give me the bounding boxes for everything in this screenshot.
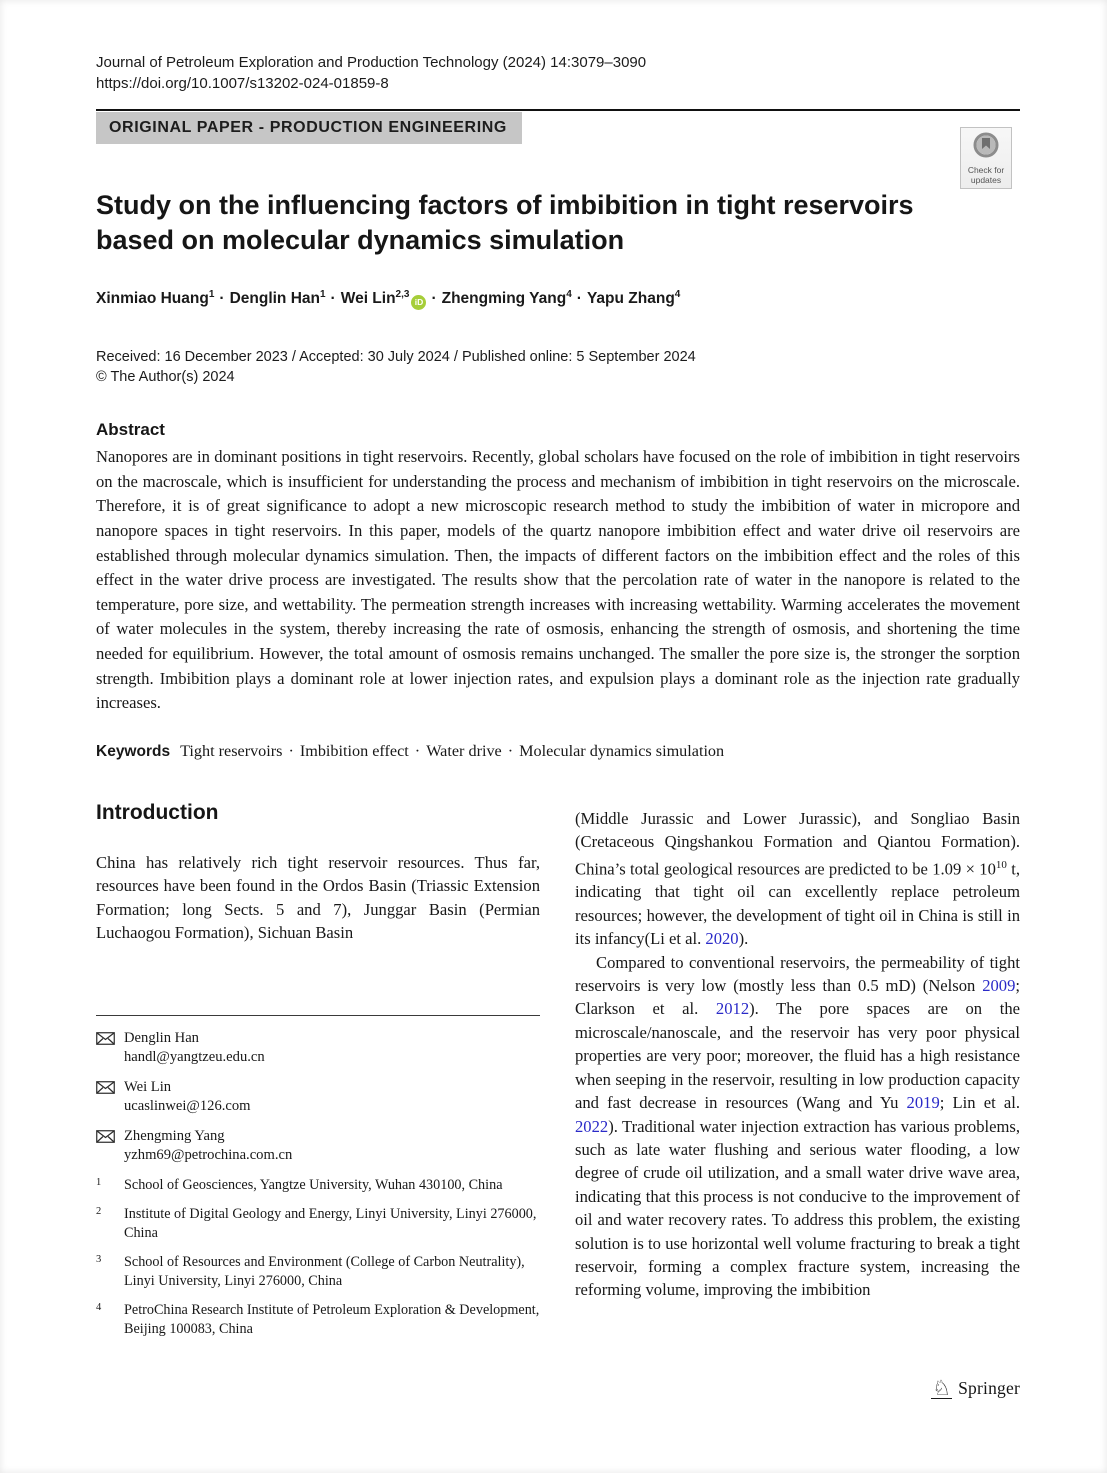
citation-link[interactable]: 2019	[906, 1093, 940, 1113]
left-column	[96, 801, 540, 1349]
affiliation-text: Institute of Digital Geology and Energy, Linyi University, Linyi 276000, China	[124, 1205, 537, 1241]
author-name: Yapu Zhang	[586, 290, 675, 308]
correspondence-entry	[96, 1029, 540, 1067]
author-name: Denglin Han	[229, 290, 320, 308]
author-separator: ·	[576, 290, 582, 308]
publication-dates	[96, 347, 1020, 387]
right-column	[575, 801, 1020, 1349]
affiliation-number: 3	[96, 1253, 102, 1265]
footnote-block	[96, 1015, 540, 1349]
orcid-icon[interactable]: iD	[411, 295, 426, 310]
check-for-updates-label-1: Check for	[967, 164, 1005, 175]
two-column-body	[96, 801, 1020, 1349]
keywords-label: Keywords	[96, 742, 171, 760]
journal-citation-line: Journal of Petroleum Exploration and Production Technology (2024) 14:3079–3090	[96, 54, 647, 71]
affiliation-number: 4	[96, 1301, 102, 1313]
author-separator: ·	[219, 290, 225, 308]
author-name: Wei Lin	[340, 290, 396, 308]
author-name: Xinmiao Huang	[96, 290, 209, 308]
abstract-text: Nanopores are in dominant positions in tight reservoirs. Recently, global scholars have focused on the role of imbibition in tight reservoirs on the macroscale, which is insufficient for understanding the process and mechanism of imbibition in tight reservoirs on the microscale. Therefore, it is of great significance to adopt a new microscopic research method to study the imbibition of water in micropore and nanopore spaces in tight reservoirs. In this paper, models of the quartz nanopore imbibition effect and water drive oil reservoirs are established through molecular dynamics simulation. Then, the impacts of different factors on the imbibition effect and the roles of this effect in the water drive process are investigated. The results show that the percolation rate of water in the nanopore is related to the temperature, pore size, and wettability. The permeation strength increases with increasing wettability. Warming accelerates the movement of water molecules in the system, thereby increasing the rate of osmosis, enhancing the strength of osmosis, and shortening the time needed for equilibrium. However, the total amount of osmosis remains unchanged. The smaller the pore size is, the stronger the sorption strength. Imbibition plays a dominant role at lower injection rates, and expulsion plays a dominant role as the injection rate gradually increases.	[96, 447, 1020, 713]
journal-header	[96, 52, 1020, 94]
check-for-updates-icon	[973, 132, 999, 163]
author-list: Xinmiao Huang$^1$ · Denglin Han$^1$ · Wei Lin$^{2,3}$iD · Zhengming Yang$^4$ · Yapu Zhang$^4$	[96, 289, 1020, 310]
affiliation-text: School of Geosciences, Yangtze University, Wuhan 430100, China	[124, 1176, 503, 1193]
keywords-line: Keywords Tight reservoirs · Imbibition effect · Water drive · Molecular dynamics simulation	[96, 741, 725, 760]
affiliation-entry	[96, 1205, 540, 1243]
affiliation-text: School of Resources and Environment (College of Carbon Neutrality), Linyi University, Linyi 276000, China	[124, 1253, 525, 1289]
article-type-banner: ORIGINAL PAPER - PRODUCTION ENGINEERING	[96, 112, 522, 144]
correspondence-entry	[96, 1078, 540, 1116]
affiliation-entry	[96, 1253, 540, 1291]
check-for-updates-label-2: updates	[970, 174, 1002, 185]
abstract-heading: Abstract	[96, 420, 165, 440]
correspondence-entry	[96, 1127, 540, 1165]
introduction-paragraph-right-1: (Middle Jurassic and Lower Jurassic), and Songliao Basin (Cretaceous Qingshankou Formation and Qiantou Formation). China’s total geological resources are predicted to be $1.09 \times 10^{10}$ t, indicating that tight oil can excellently replace petroleum resources; however, the development of tight oil in China is still in its infancy(Li et al. 2020).	[575, 808, 1020, 949]
corresponding-author-name: Denglin Han	[124, 1029, 199, 1046]
paper-title: Study on the influencing factors of imbibition in tight reservoirs based on molecular dynamics simulation	[96, 190, 914, 255]
citation-link[interactable]: 2009	[982, 976, 1016, 996]
footnote-divider	[96, 1015, 540, 1016]
author-separator: ·	[330, 290, 336, 308]
keyword: Water drive	[426, 741, 502, 760]
affiliation-entry	[96, 1176, 540, 1195]
introduction-paragraph-right-2: Compared to conventional reservoirs, the permeability of tight reservoirs is very low (mostly less than 0.5 mD) (Nelson 2009; Clarkson et al. 2012). The pore spaces are on the microscale/nanoscale, and the reservoir has very poor physical properties are very poor; moreover, the fluid has a high resistance when seeping in the reservoir, resulting in low production capacity and fast decrease in resources (Wang and Yu 2019; Lin et al. 2022). Traditional water injection extraction has various problems, such as late water flushing and serious water flooding, a low degree of crude oil utilization, and a small water drive wave area, indicating that this process is not conducive to the improvement of oil and water recovery rates. To address this problem, the existing solution is to use horizontal well volume fracturing to break a tight reservoir, forming a complex fracture system, increasing the reforming volume, improving the imbibition	[575, 952, 1020, 1300]
publisher-name: Springer	[958, 1378, 1020, 1398]
keyword: Imbibition effect	[299, 741, 409, 760]
corresponding-author-email[interactable]: handl@yangtzeu.edu.cn	[124, 1048, 265, 1065]
keyword: Tight reservoirs	[180, 741, 283, 760]
introduction-paragraph-left: China has relatively rich tight reservoir resources. Thus far, resources have been found in the Ordos Basin (Triassic Extension Formation; long Sects. 5 and 7), Junggar Basin (Permian Luchaogou Formation), Sichuan Basin	[96, 852, 540, 942]
corresponding-author-name: Zhengming Yang	[124, 1127, 225, 1144]
copyright-line: © The Author(s) 2024	[96, 369, 235, 386]
affiliation-number: 2	[96, 1205, 102, 1217]
affiliation-text: PetroChina Research Institute of Petroleum Exploration & Development, Beijing 100083, China	[124, 1301, 540, 1337]
affiliation-number: 1	[96, 1176, 102, 1188]
email-icon	[96, 1078, 124, 1116]
received-accepted-line: Received: 16 December 2023 / Accepted: 30 July 2024 / Published online: 5 September 2024	[96, 349, 696, 366]
email-icon	[96, 1127, 124, 1165]
corresponding-author-email[interactable]: yzhm69@petrochina.com.cn	[124, 1146, 293, 1163]
doi-link[interactable]: https://doi.org/10.1007/s13202-024-01859-8	[96, 75, 389, 92]
introduction-heading: Introduction	[96, 800, 219, 824]
publisher-footer	[931, 1378, 1020, 1399]
keyword: Molecular dynamics simulation	[519, 741, 725, 760]
corresponding-author-email[interactable]: ucaslinwei@126.com	[124, 1097, 251, 1114]
citation-link[interactable]: 2012	[715, 999, 750, 1019]
email-icon	[96, 1029, 124, 1067]
citation-link[interactable]: 2020	[705, 929, 739, 949]
affiliation-entry	[96, 1301, 540, 1339]
check-for-updates-button[interactable]	[960, 127, 1012, 189]
springer-logo-icon: ♘	[932, 1376, 952, 1400]
author-separator: ·	[431, 290, 437, 308]
author-name: Zhengming Yang	[441, 290, 567, 308]
corresponding-author-name: Wei Lin	[124, 1078, 172, 1095]
citation-link[interactable]: 2022	[575, 1116, 609, 1136]
